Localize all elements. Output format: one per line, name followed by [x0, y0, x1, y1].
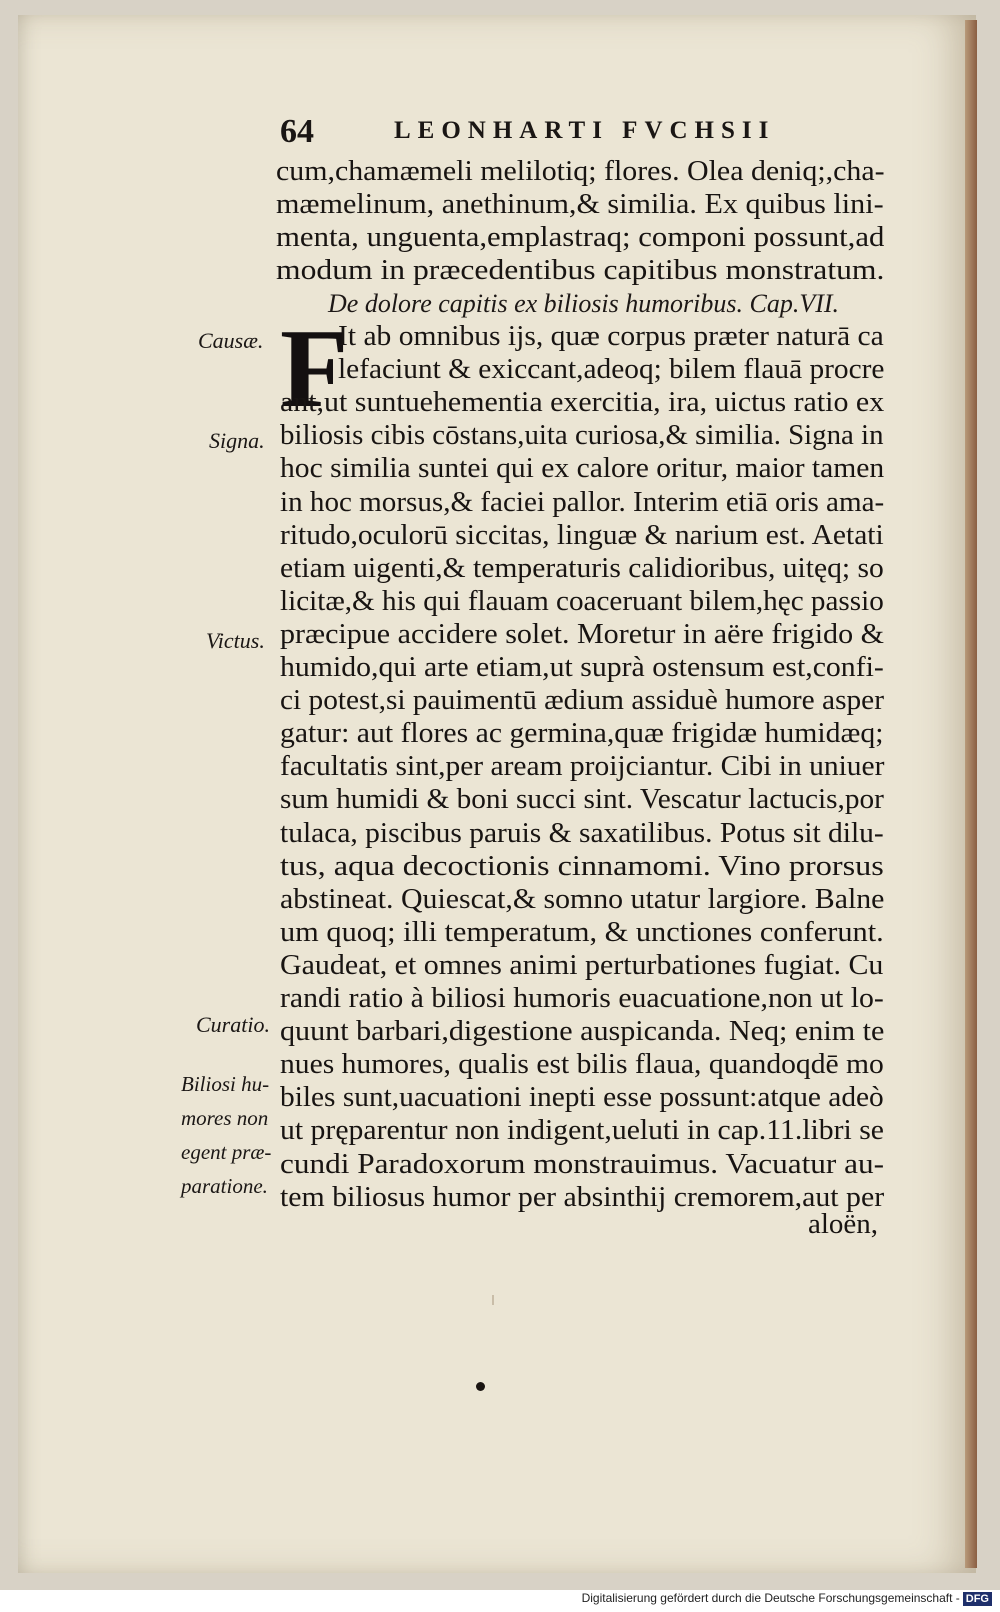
footer-text: Digitalisierung gefördert durch die Deutsche Forschungsgemeinschaft - [581, 1591, 960, 1605]
catchword: aloën, [808, 1208, 879, 1240]
text-line: abstineat. Quiescat,& somno utatur largiore. Balne [280, 883, 885, 915]
marginal-victus: Victus. [206, 628, 265, 653]
text-line: facultatis sint,per aream proijciantur. Cibi in uniuer [280, 750, 885, 782]
text-line: biles sunt,uacuationi inepti esse possunt:atque adeò [280, 1081, 884, 1113]
text-line: licitæ,& his qui flauam coaceruant bilem,hęc passio [280, 585, 884, 617]
text-line: biliosis cibis cōstans,uita curiosa,& similia. Signa in [280, 419, 884, 451]
footer-credit [582, 1591, 992, 1606]
text-line: hoc similia suntei qui ex calore oritur, maior tamen [280, 452, 885, 484]
text-line: humido,qui arte etiam,ut suprà ostensum est,confi- [280, 651, 884, 683]
marginal-gloss [181, 1067, 291, 1203]
text-line: sum humidi & boni succi sint. Vescatur lactucis,por [280, 783, 884, 815]
text-line: quunt barbari,digestione auspicanda. Neq; enim te [280, 1015, 885, 1047]
marginal-causae: Causæ. [198, 328, 264, 353]
drop-initial: F [280, 307, 349, 431]
text-line: um quoq; illi temperatum, & unctiones conferunt. [280, 916, 884, 948]
text-line: lefaciunt & exiccant,adeoq; bilem flauā procre [338, 353, 885, 385]
text-line: ut pręparentur non indigent,ueluti in cap.11.libri se [280, 1114, 884, 1146]
gloss-line: egent præ- [181, 1140, 272, 1164]
page-number: 64 [280, 113, 314, 150]
text-line: ritudo,oculorū siccitas, linguæ & narium est. Aetati [280, 519, 884, 551]
text-line: Gaudeat, et omnes animi perturbationes fugiat. Cu [280, 949, 884, 981]
text-line: randi ratio à biliosi humoris euacuatione,non ut lo- [280, 982, 884, 1014]
text-line: menta, unguenta,emplastraq; componi possunt,ad [276, 221, 885, 253]
text-line: modum in præcedentibus capitibus monstratum. [276, 254, 885, 286]
text-line: etiam uigenti,& temperaturis calidioribus, uitęq; so [280, 552, 884, 584]
text-line: cundi Paradoxorum monstrauimus. Vacuatur au- [280, 1148, 885, 1180]
text-line: mæmelinum, anethinum,& similia. Ex quibus lini- [276, 188, 884, 220]
text-line: cum,chamæmeli melilotiq; flores. Olea deniq;,cha- [276, 155, 885, 187]
text-line: in hoc morsus,& faciei pallor. Interim etiā oris ama- [280, 486, 885, 518]
text-line: tulaca, piscibus paruis & saxatilibus. Potus sit dilu- [280, 817, 884, 849]
page-edge [965, 20, 977, 1568]
marginal-curatio: Curatio. [196, 1012, 270, 1037]
text-line: præcipue accidere solet. Moretur in aëre frigido & [280, 618, 884, 650]
gloss-line: Biliosi hu- [181, 1072, 270, 1096]
paper-mark [492, 1295, 494, 1305]
text-line: tus, aqua decoctionis cinnamomi. Vino prorsus [280, 850, 884, 882]
text-line: ant,ut suntuehementia exercitia, ira, uictus ratio ex [280, 386, 885, 418]
marginal-signa: Signa. [209, 428, 265, 453]
gloss-line: mores non [181, 1106, 269, 1130]
text-line: gatur: aut flores ac germina,quæ frigidæ humidæq; [280, 717, 884, 749]
text-line: It ab omnibus ijs, quæ corpus præter naturā ca [338, 320, 884, 352]
text-line: tem biliosus humor per absinthij cremorem,aut per [280, 1181, 885, 1213]
text-line: ci potest,si pauimentū ædium assiduè humore asper [280, 684, 884, 716]
page-header [280, 113, 800, 153]
text-line: nues humores, qualis est bilis flaua, quandoqdē mo [280, 1048, 884, 1080]
running-title: LEONHARTI FVCHSII [394, 117, 776, 144]
dfg-logo: DFG [963, 1592, 992, 1606]
chapter-heading: De dolore capitis ex biliosis humoribus. Cap.VII. [328, 289, 840, 318]
gloss-line: paratione. [181, 1174, 268, 1198]
ink-dot [476, 1382, 485, 1391]
